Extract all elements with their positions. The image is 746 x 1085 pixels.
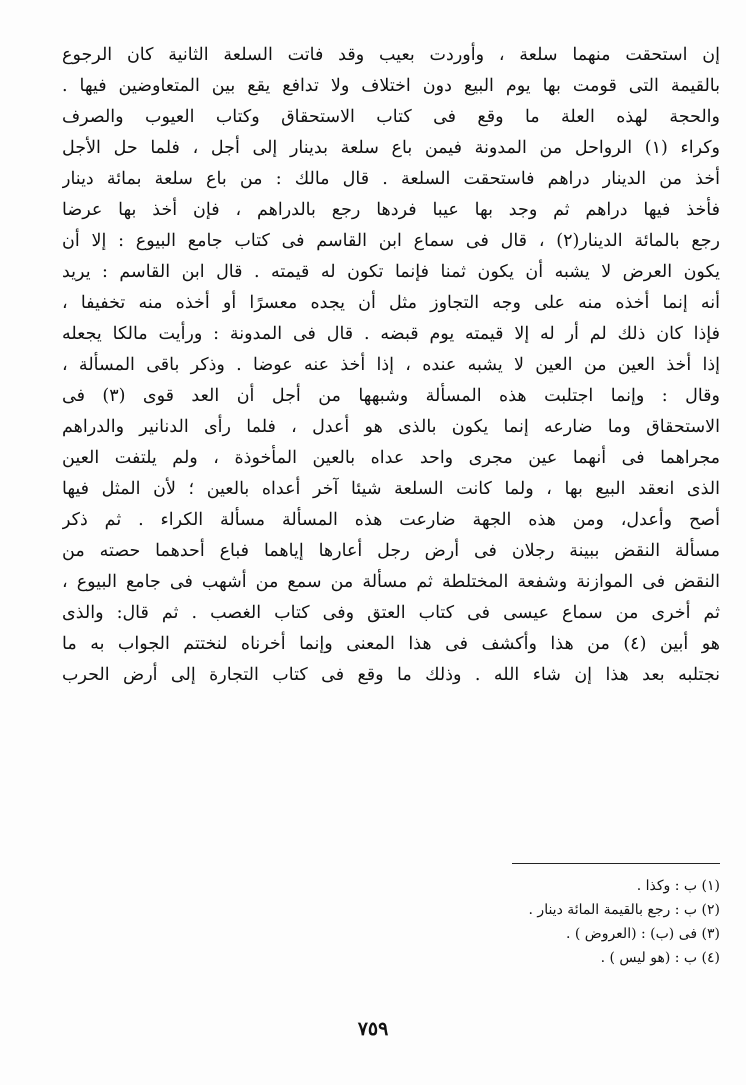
text-line: بالقيمة التى قومت بها يوم البيع دون اختلاف ولا تدافع يقع بين المتعاوضين فيها . — [62, 76, 720, 96]
text-line: والحجة لهذه العلة ما وقع فى كتاب الاستحقاق وكتاب العيوب والصرف — [62, 107, 720, 127]
text-line: إذا أخذ العين من العين لا يشبه عنده ، إذا أخذ عنه عوضا . وذكر باقى المسألة ، — [62, 355, 720, 375]
body-text — [62, 40, 720, 691]
text-line: ثم أخرى من سماع عيسى فى كتاب العتق وفى كتاب الغصب . ثم قال: والذى — [62, 603, 720, 623]
text-line: فأخذ فيها دراهم ثم وجد بها عيبا فردها رجع بالدراهم ، فإن أخذ بها عرضا — [62, 200, 720, 220]
text-line: الاستحقاق وما ضارعه إنما يكون بالذى هو أعدل ، فلما رأى الدنانير والدراهم — [62, 417, 720, 437]
footnote-4: (٤) ب : (هو ليس ) . — [600, 950, 720, 966]
text-line: أخذ من الدينار دراهم فاستحقت السلعة . قال مالك : من باع سلعة بمائة دينار — [62, 169, 720, 189]
footnote-1: (١) ب : وكذا . — [636, 878, 720, 894]
page-number: ٧٥٩ — [357, 1018, 389, 1040]
text-line: الذى انعقد البيع بها ، ولما كانت السلعة شيئا آخر أعداه بالعين ؛ لأن المثل فيها — [62, 479, 720, 499]
text-line: إن استحقت منهما سلعة ، وأوردت بعيب وقد فاتت السلعة الثانية كان الرجوع — [62, 45, 720, 65]
text-line: أصح وأعدل، ومن هذه الجهة ضارعت هذه المسألة مسألة الكراء . ثم ذكر — [62, 510, 720, 530]
text-line: فإذا كان ذلك لم أر له إلا قيمته يوم قبضه . قال فى المدونة : ورأيت مالكا يجعله — [62, 324, 720, 344]
footnote-2: (٢) ب : رجع بالقيمة المائة دينار . — [528, 902, 720, 918]
text-line: نجتلبه بعد هذا إن شاء الله . وذلك ما وقع فى كتاب التجارة إلى أرض الحرب — [62, 665, 720, 685]
text-line: وقال : وإنما اجتلبت هذه المسألة وشبهها من أجل أن العد قوى (٣) فى — [62, 386, 720, 406]
text-line: يكون العرض لا يشبه أن يكون ثمنا فإنما تكون له قيمته . قال ابن القاسم : يريد — [62, 262, 720, 282]
text-line: أنه إنما أخذه منه على وجه التجاوز مثل أن يجده معسرًا أو أخذه منه تخفيفا ، — [62, 293, 720, 313]
text-line: وكراء (١) الرواحل من المدونة فيمن باع سلعة بدينار إلى أجل ، فلما حل الأجل — [62, 138, 720, 158]
footnote-divider — [512, 863, 720, 864]
text-line: هو أبين (٤) من هذا وأكشف فى هذا المعنى وإنما أخرناه لنختتم الجواب به ما — [62, 634, 720, 654]
footnote-3: (٣) فى (ب) : (العروض ) . — [565, 926, 720, 942]
text-line: مجراهما فى أنهما عين مجرى واحد عداه بالعين المأخوذة ، ولم يلتفت العين — [62, 448, 720, 468]
footnotes — [300, 874, 720, 970]
text-line: مسألة النقض ببينة رجلان فى أرض رجل أعارها إياهما فباع أحدهما حصته من — [62, 541, 720, 561]
text-line: رجع بالمائة الدينار(٢) ، قال فى سماع ابن القاسم فى كتاب جامع البيوع : إلا أن — [62, 231, 720, 251]
text-line: النقض فى الموازنة وشفعة المختلطة ثم مسألة من سمع من أشهب فى جامع البيوع ، — [62, 572, 720, 592]
